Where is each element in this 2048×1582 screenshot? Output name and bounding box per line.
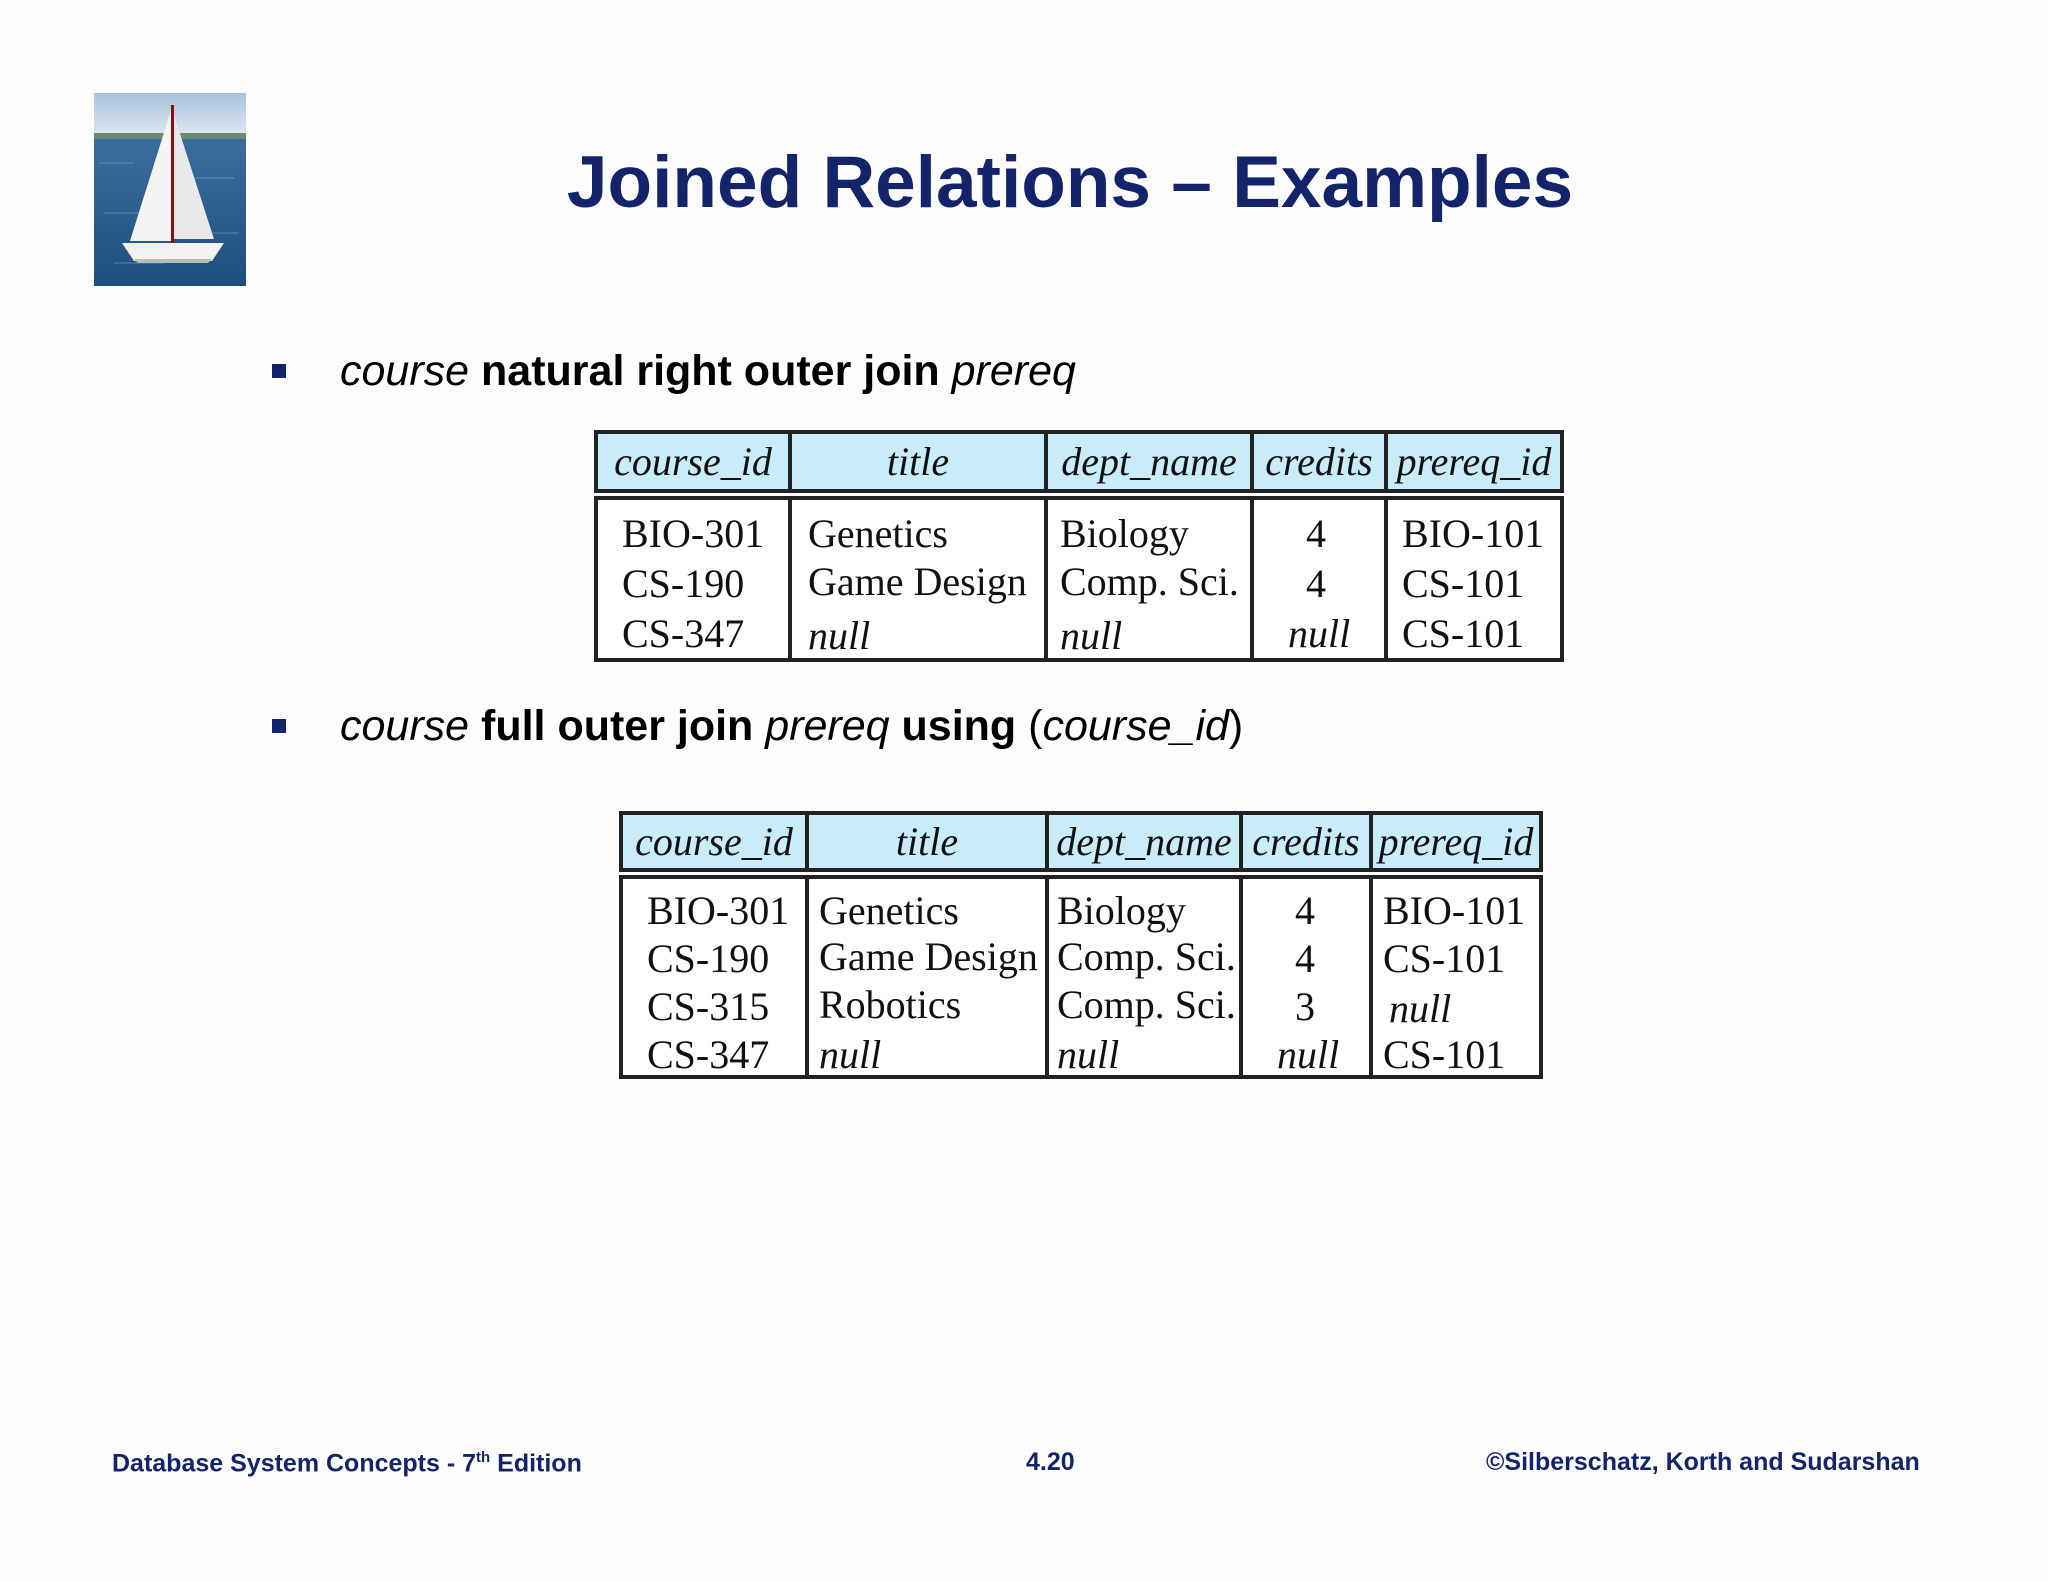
relation-name: course	[340, 347, 470, 395]
table-header	[594, 430, 1564, 493]
table-header	[619, 811, 1543, 872]
table-cell: Genetics	[819, 888, 959, 933]
relation-name: prereq	[765, 702, 890, 750]
table-cell: Game Design	[819, 934, 1038, 979]
table-cell: BIO-301	[622, 511, 765, 556]
relation-name: prereq	[951, 347, 1076, 395]
result-table-2	[619, 811, 1543, 1079]
paren-close: )	[1228, 702, 1244, 750]
column-divider	[1045, 879, 1049, 1075]
using-keyword: using	[889, 702, 1017, 750]
table-cell: null	[1060, 613, 1123, 658]
header-title: title	[886, 439, 950, 484]
column-divider	[1384, 500, 1388, 658]
table-cell: CS-190	[622, 561, 745, 606]
table-cell: Robotics	[819, 982, 962, 1027]
table-cell: BIO-101	[1402, 511, 1545, 556]
footer-edition: Edition	[490, 1449, 582, 1478]
table-cell: CS-101	[1383, 1032, 1506, 1077]
table-cell: null	[808, 613, 871, 658]
table-cell: Biology	[1057, 888, 1186, 933]
header-credits: credits	[1265, 439, 1373, 484]
bullet-1-text	[340, 347, 1076, 395]
table-cell: 3	[1295, 984, 1315, 1029]
header-dept-name: dept_name	[1056, 819, 1232, 864]
header-prereq-id: prereq_id	[1378, 819, 1534, 864]
join-attribute: course_id	[1042, 702, 1229, 750]
slide-title: Joined Relations – Examples	[566, 142, 1574, 223]
table-cell: CS-101	[1402, 561, 1525, 606]
table-cell: 4	[1306, 511, 1326, 556]
table-cell: 4	[1295, 936, 1315, 981]
table-cell: CS-101	[1402, 611, 1525, 656]
table-cell: null	[1288, 611, 1351, 656]
square-bullet-icon	[272, 719, 286, 733]
table-cell: Comp. Sci.	[1057, 934, 1236, 979]
table-body	[619, 875, 1543, 1079]
header-credits: credits	[1252, 819, 1360, 864]
relation-name: course	[340, 702, 470, 750]
table-cell: Comp. Sci.	[1057, 982, 1236, 1027]
header-title: title	[895, 819, 959, 864]
column-divider	[788, 500, 792, 658]
table-cell: null	[1057, 1032, 1120, 1077]
footer-copyright: ©Silberschatz, Korth and Sudarshan	[1486, 1448, 1920, 1476]
table-cell: 4	[1306, 561, 1326, 606]
header-prereq-id: prereq_id	[1396, 439, 1552, 484]
column-divider	[805, 879, 809, 1075]
table-cell: null	[1277, 1032, 1340, 1077]
table-cell: Biology	[1060, 511, 1189, 556]
table-cell: Game Design	[808, 559, 1027, 604]
header-course-id: course_id	[635, 819, 793, 864]
join-keyword: full outer join	[469, 702, 766, 750]
square-bullet-icon	[272, 364, 286, 378]
paren-open: (	[1016, 702, 1043, 750]
table-cell: Comp. Sci.	[1060, 559, 1239, 604]
table-cell: CS-101	[1383, 936, 1506, 981]
table-cell: Genetics	[808, 511, 948, 556]
table-cell: BIO-301	[647, 888, 790, 933]
table-body	[594, 496, 1564, 662]
footer-ordinal: th	[476, 1449, 491, 1466]
table-cell: CS-347	[647, 1032, 770, 1077]
footer-left	[112, 1450, 582, 1476]
table-cell: BIO-101	[1383, 888, 1526, 933]
table-cell: null	[1389, 986, 1452, 1031]
column-divider	[1250, 500, 1254, 658]
table-cell: CS-190	[647, 936, 770, 981]
page-number: 4.20	[1026, 1448, 1075, 1476]
header-course-id: course_id	[614, 439, 772, 484]
column-divider	[1044, 500, 1048, 658]
footer-book-title: Database System Concepts - 7	[112, 1449, 477, 1478]
bullet-2-text	[340, 702, 1244, 750]
column-divider	[1369, 879, 1373, 1075]
header-dept-name: dept_name	[1061, 439, 1237, 484]
table-cell: null	[819, 1032, 882, 1077]
table-cell: 4	[1295, 888, 1315, 933]
join-keyword: natural right outer join	[469, 347, 952, 395]
table-cell: CS-315	[647, 984, 770, 1029]
table-cell: CS-347	[622, 611, 745, 656]
column-divider	[1239, 879, 1243, 1075]
result-table-1	[594, 430, 1564, 662]
